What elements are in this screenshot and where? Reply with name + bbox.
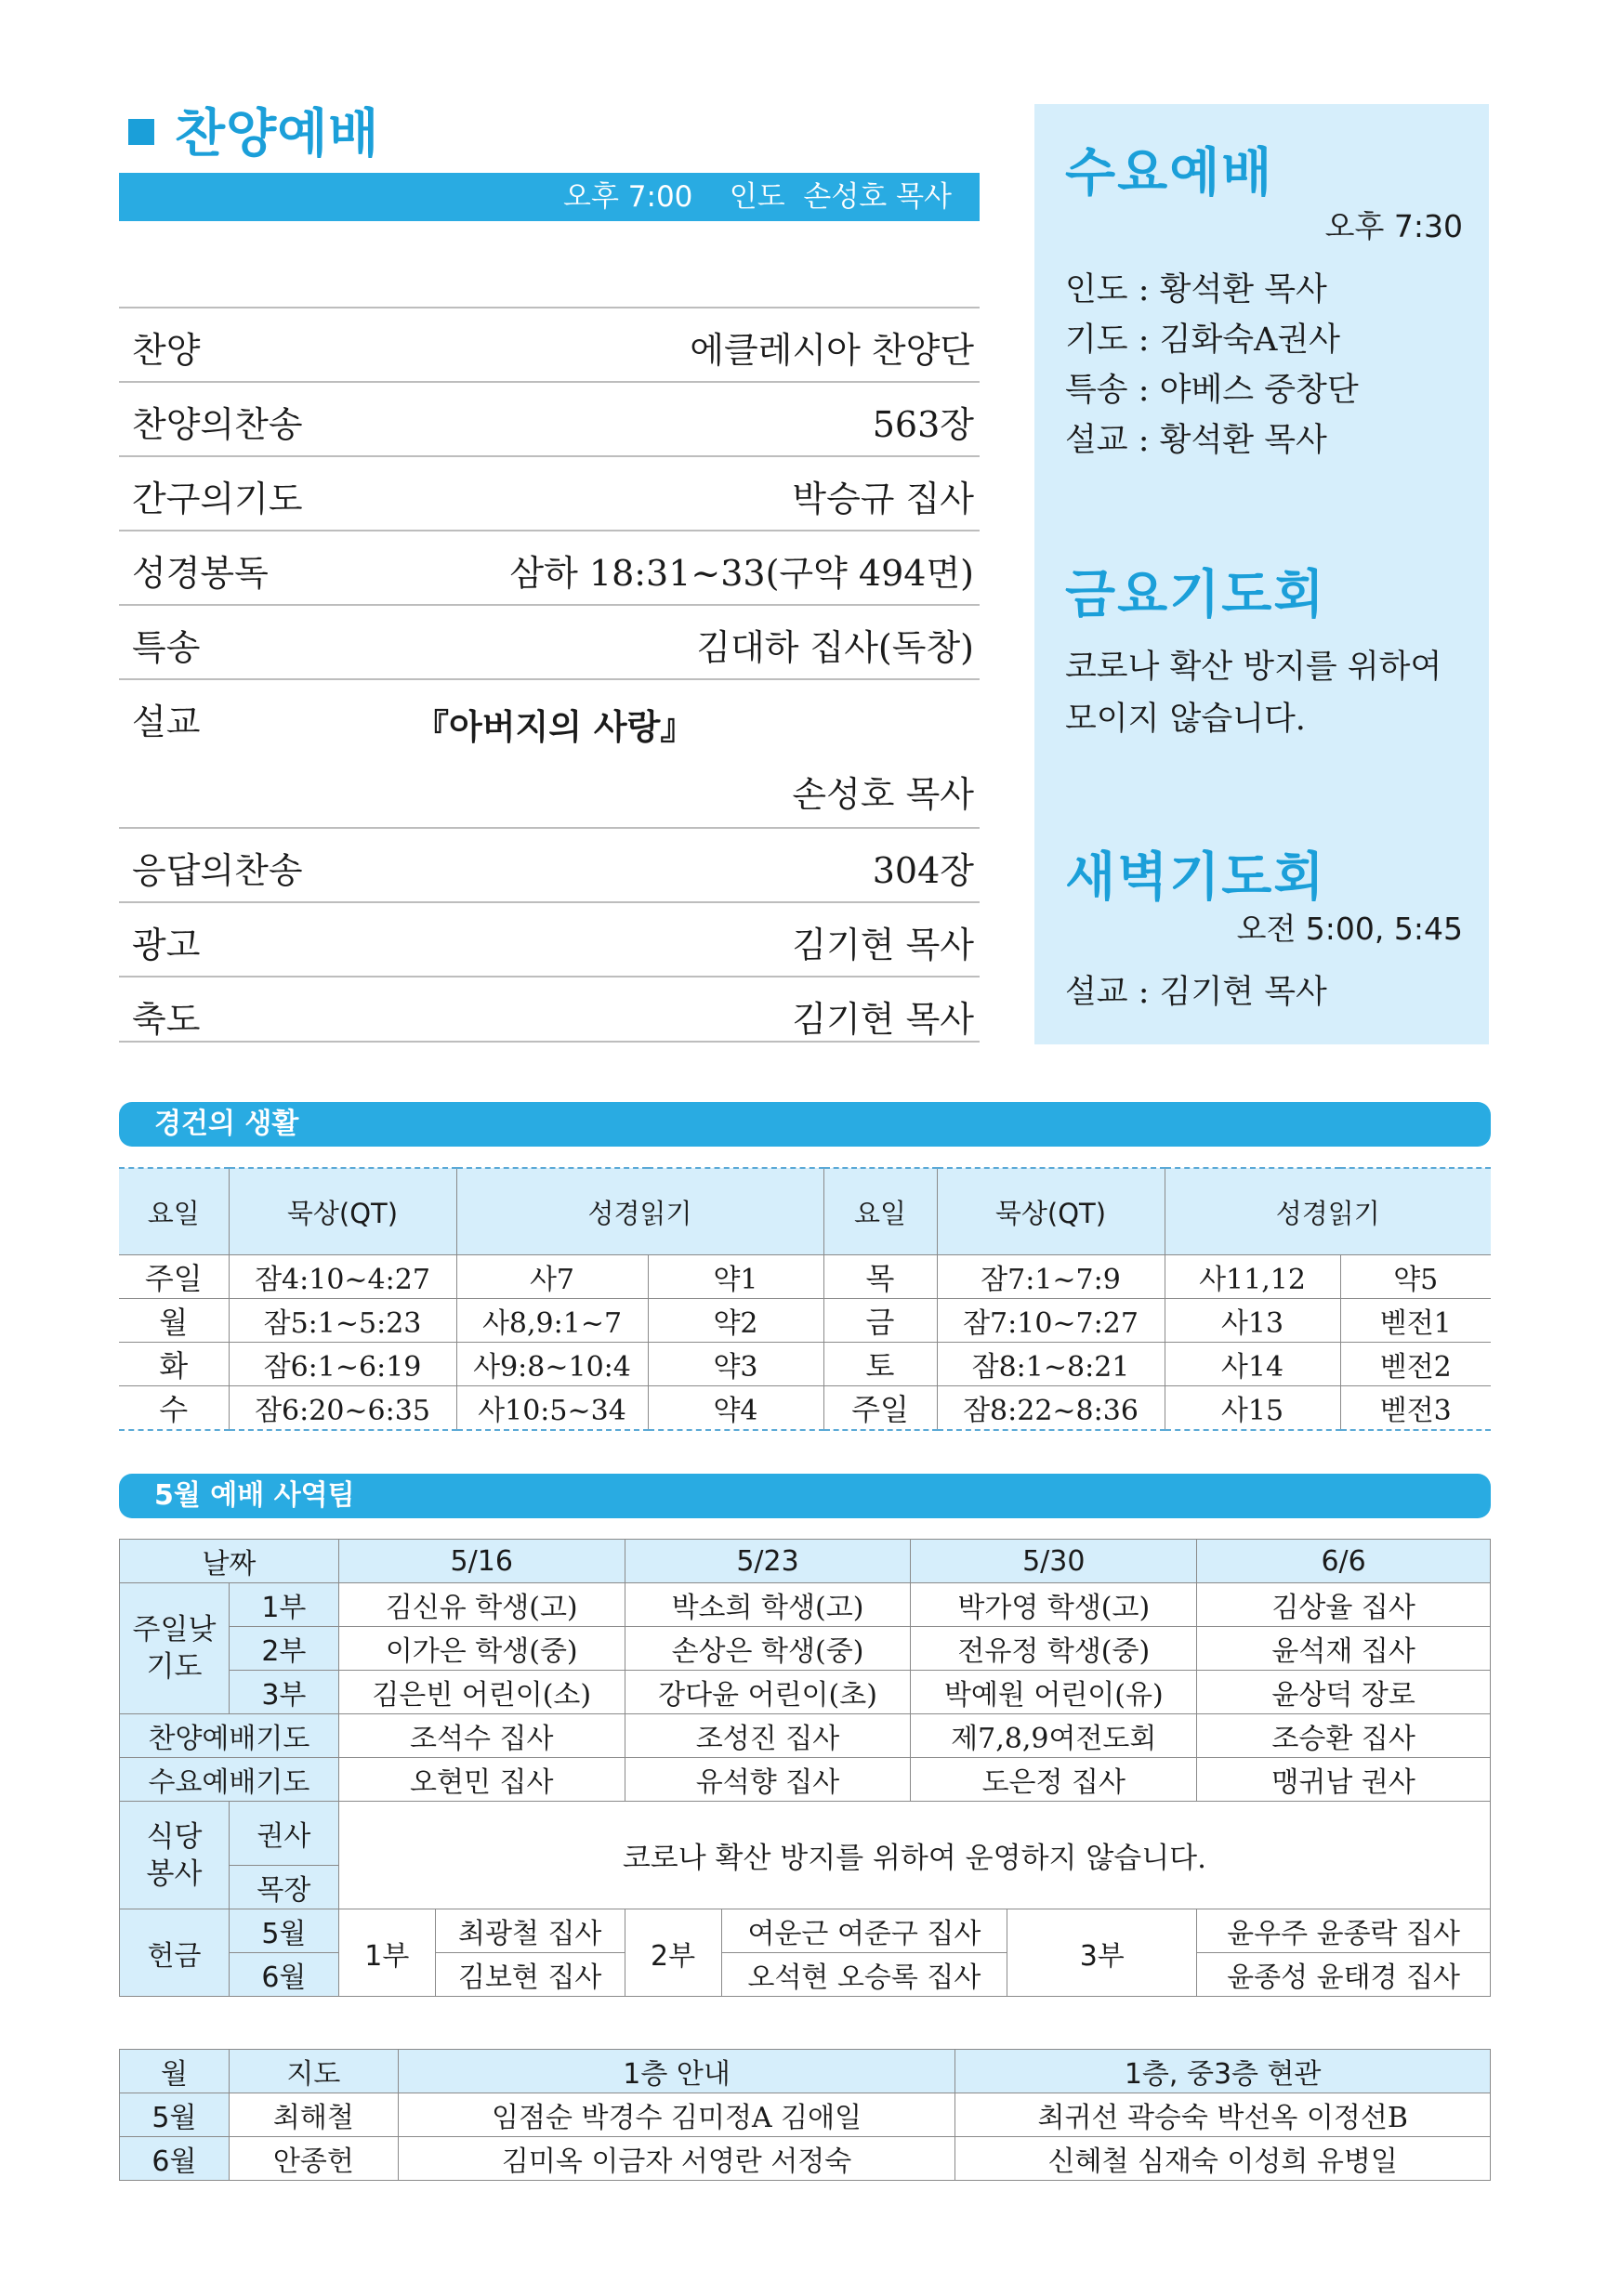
qt-cell: 잠7:10~7:27: [937, 1299, 1165, 1343]
role-value: : 야베스 중창단: [1127, 372, 1359, 409]
month-label: 6월: [120, 2137, 230, 2181]
offering-label: 헌금: [120, 1909, 230, 1997]
name-cell: 최광철 집사: [435, 1909, 625, 1953]
column-header: 지도: [229, 2050, 398, 2093]
wednesday-prayer-label: 수요예배기도: [120, 1758, 339, 1802]
order-item: 축도: [132, 999, 201, 1040]
name-cell: 김상율 집사: [1197, 1583, 1491, 1627]
column-header: 1층 안내: [398, 2050, 955, 2093]
name-cell: 윤우주 윤종락 집사: [1197, 1909, 1491, 1953]
order-item: 특송: [132, 627, 201, 668]
order-value: 김기현 목사: [792, 925, 974, 965]
role-label: 특송: [1065, 372, 1128, 409]
table-row: [120, 1627, 1491, 1671]
order-value: 박승규 집사: [792, 479, 974, 519]
usher-guide-table: [119, 2049, 1491, 2181]
table-row: [120, 2093, 1491, 2137]
name-cell: 유석향 집사: [625, 1758, 911, 1802]
order-row: [119, 530, 980, 604]
name-cell: 조승환 집사: [1197, 1714, 1491, 1758]
name-cell: 박가영 학생(고): [911, 1583, 1197, 1627]
order-row: [119, 901, 980, 976]
qt-cell: 잠6:1~6:19: [229, 1343, 456, 1386]
kitchen-notice: 코로나 확산 방지를 위하여 운영하지 않습니다.: [338, 1802, 1490, 1909]
table-row: [120, 1953, 1491, 1997]
order-value: 에클레시아 찬양단: [690, 330, 974, 371]
order-value: 304장: [872, 850, 974, 891]
table-row: [120, 1714, 1491, 1758]
order-item: 광고: [132, 925, 201, 965]
sunday-prayer-label: 주일낮 기도: [120, 1583, 230, 1714]
name-cell: 김은빈 어린이(소): [338, 1671, 625, 1714]
table-row: [120, 1583, 1491, 1627]
day-cell: 목: [823, 1255, 937, 1299]
table-header-row: [119, 1168, 1491, 1255]
team-section-header: 5월 예배 사역팀: [119, 1474, 1491, 1518]
offering-part: 3부: [1007, 1909, 1197, 1997]
reading-cell: 벧전2: [1340, 1343, 1491, 1386]
day-cell: 주일: [823, 1386, 937, 1431]
wednesday-line: [1065, 314, 1340, 361]
name-cell: 강다윤 어린이(초): [625, 1671, 911, 1714]
reading-cell: 벧전1: [1340, 1299, 1491, 1343]
column-header: 요일: [823, 1168, 937, 1255]
sermon-title: 『아버지의 사랑』: [415, 707, 695, 747]
worship-info-bar: 오후 7:00 인도 손성호 목사: [119, 173, 980, 221]
order-item: 찬양: [132, 330, 201, 371]
side-panel: [1034, 104, 1489, 1044]
reading-cell: 약4: [648, 1386, 823, 1431]
table-row: [120, 1909, 1491, 1953]
table-row: [119, 1343, 1491, 1386]
column-header: 월: [120, 2050, 230, 2093]
kitchen-role: 권사: [229, 1802, 338, 1866]
name-cell: 오현민 집사: [338, 1758, 625, 1802]
praise-prayer-label: 찬양예배기도: [120, 1714, 339, 1758]
name-cell: 손상은 학생(중): [625, 1627, 911, 1671]
role-label: 설교: [1065, 422, 1128, 459]
order-row-sermon: [119, 678, 980, 827]
column-header: 묵상(QT): [229, 1168, 456, 1255]
role-label: 기도: [1065, 321, 1128, 359]
date-header: 5/16: [338, 1540, 625, 1583]
column-header: 성경읽기: [456, 1168, 823, 1255]
order-row: [119, 604, 980, 678]
day-cell: 주일: [119, 1255, 229, 1299]
table-row: [120, 1802, 1491, 1866]
role-value: : 김기현 목사: [1127, 974, 1327, 1011]
name-cell: 오석현 오승록 집사: [721, 1953, 1007, 1997]
name-cell: 윤석재 집사: [1197, 1627, 1491, 1671]
order-value: 563장: [872, 404, 974, 445]
worship-title: [128, 93, 379, 167]
reading-cell: 사9:8~10:4: [456, 1343, 648, 1386]
dawn-time: 오전 5:00, 5:45: [1236, 911, 1463, 947]
name-cell: 안종헌: [229, 2137, 398, 2181]
qt-cell: 잠8:1~8:21: [937, 1343, 1165, 1386]
offering-part: 1부: [338, 1909, 435, 1997]
square-bullet-icon: [128, 119, 154, 145]
wednesday-line: [1065, 264, 1327, 310]
column-header: 묵상(QT): [937, 1168, 1165, 1255]
sermon-preacher: 손성호 목사: [792, 774, 974, 815]
table-row: [119, 1386, 1491, 1431]
role-value: : 황석환 목사: [1127, 271, 1327, 308]
day-cell: 금: [823, 1299, 937, 1343]
dawn-line: [1065, 966, 1327, 1013]
qt-cell: 잠4:10~4:27: [229, 1255, 456, 1299]
name-cell: 최해철: [229, 2093, 398, 2137]
wednesday-line: [1065, 364, 1359, 411]
dawn-title: 새벽기도회: [1065, 847, 1326, 908]
devotion-section-header: 경건의 생활: [119, 1102, 1491, 1147]
reading-cell: 사13: [1165, 1299, 1340, 1343]
reading-cell: 사14: [1165, 1343, 1340, 1386]
reading-cell: 벧전3: [1340, 1386, 1491, 1431]
reading-cell: 사10:5~34: [456, 1386, 648, 1431]
table-row: [119, 1255, 1491, 1299]
part-label: 3부: [229, 1671, 338, 1714]
divider: [119, 1041, 980, 1043]
table-row: [120, 1671, 1491, 1714]
name-cell: 윤상덕 장로: [1197, 1671, 1491, 1714]
column-header: 1층, 중3층 현관: [955, 2050, 1491, 2093]
kitchen-role: 목장: [229, 1866, 338, 1909]
reading-cell: 약5: [1340, 1255, 1491, 1299]
name-cell: 맹귀남 권사: [1197, 1758, 1491, 1802]
reading-cell: 사8,9:1~7: [456, 1299, 648, 1343]
name-cell: 최귀선 곽승숙 박선옥 이정선B: [955, 2093, 1491, 2137]
name-cell: 이가은 학생(중): [338, 1627, 625, 1671]
kitchen-label: 식당 봉사: [120, 1802, 230, 1909]
day-cell: 수: [119, 1386, 229, 1431]
worship-order-table: [119, 307, 980, 1050]
order-item: 설교: [132, 702, 201, 742]
column-header: 요일: [119, 1168, 229, 1255]
reading-cell: 약2: [648, 1299, 823, 1343]
qt-cell: 잠7:1~7:9: [937, 1255, 1165, 1299]
order-row: [119, 455, 980, 530]
column-header: 성경읽기: [1165, 1168, 1491, 1255]
qt-cell: 잠5:1~5:23: [229, 1299, 456, 1343]
date-header: 5/23: [625, 1540, 911, 1583]
name-cell: 조성진 집사: [625, 1714, 911, 1758]
name-cell: 전유정 학생(중): [911, 1627, 1197, 1671]
order-value: 삼하 18:31~33(구약 494면): [509, 553, 974, 594]
table-row: [120, 1758, 1491, 1802]
friday-notice: 모이지 않습니다.: [1065, 701, 1306, 738]
order-value: 김대하 집사(독창): [696, 627, 974, 668]
friday-notice: 코로나 확산 방지를 위하여: [1065, 649, 1442, 686]
day-cell: 토: [823, 1343, 937, 1386]
role-value: : 황석환 목사: [1127, 422, 1327, 459]
order-value: 김기현 목사: [792, 999, 974, 1040]
name-cell: 신혜철 심재숙 이성희 유병일: [955, 2137, 1491, 2181]
part-label: 2부: [229, 1627, 338, 1671]
devotion-table: [119, 1167, 1491, 1431]
part-label: 1부: [229, 1583, 338, 1627]
table-header-row: [120, 1540, 1491, 1583]
month-label: 6월: [229, 1953, 338, 1997]
worship-title-text: 찬양예배: [175, 104, 380, 164]
wednesday-line: [1065, 414, 1327, 461]
friday-title: 금요기도회: [1065, 565, 1326, 625]
reading-cell: 사11,12: [1165, 1255, 1340, 1299]
order-row: [119, 307, 980, 381]
name-cell: 박소희 학생(고): [625, 1583, 911, 1627]
name-cell: 윤종성 윤태경 집사: [1197, 1953, 1491, 1997]
role-value: : 김화숙A권사: [1127, 321, 1340, 359]
wednesday-time: 오후 7:30: [1324, 208, 1463, 244]
name-cell: 도은정 집사: [911, 1758, 1197, 1802]
table-row: [120, 2137, 1491, 2181]
order-row: [119, 827, 980, 901]
name-cell: 조석수 집사: [338, 1714, 625, 1758]
order-item: 간구의기도: [132, 479, 303, 519]
order-item: 찬양의찬송: [132, 404, 303, 445]
name-cell: 여운근 여준구 집사: [721, 1909, 1007, 1953]
name-cell: 박예원 어린이(유): [911, 1671, 1197, 1714]
order-row: [119, 976, 980, 1050]
reading-cell: 사15: [1165, 1386, 1340, 1431]
role-label: 인도: [1065, 271, 1128, 308]
date-header: 5/30: [911, 1540, 1197, 1583]
table-header-row: [120, 2050, 1491, 2093]
order-row: [119, 381, 980, 455]
name-cell: 임점순 박경수 김미정A 김애일: [398, 2093, 955, 2137]
reading-cell: 사7: [456, 1255, 648, 1299]
name-cell: 김신유 학생(고): [338, 1583, 625, 1627]
table-row: [119, 1299, 1491, 1343]
role-label: 설교: [1065, 974, 1128, 1011]
order-item: 성경봉독: [132, 553, 269, 594]
month-label: 5월: [229, 1909, 338, 1953]
reading-cell: 약3: [648, 1343, 823, 1386]
reading-cell: 약1: [648, 1255, 823, 1299]
name-cell: 김보현 집사: [435, 1953, 625, 1997]
day-cell: 화: [119, 1343, 229, 1386]
qt-cell: 잠6:20~6:35: [229, 1386, 456, 1431]
month-label: 5월: [120, 2093, 230, 2137]
date-header: 6/6: [1197, 1540, 1491, 1583]
qt-cell: 잠8:22~8:36: [937, 1386, 1165, 1431]
date-label: 날짜: [120, 1540, 339, 1583]
name-cell: 제7,8,9여전도회: [911, 1714, 1197, 1758]
day-cell: 월: [119, 1299, 229, 1343]
order-item: 응답의찬송: [132, 850, 303, 891]
offering-part: 2부: [625, 1909, 721, 1997]
wednesday-title: 수요예배: [1065, 143, 1274, 203]
ministry-team-table: [119, 1539, 1491, 1997]
name-cell: 김미옥 이금자 서영란 서정숙: [398, 2137, 955, 2181]
